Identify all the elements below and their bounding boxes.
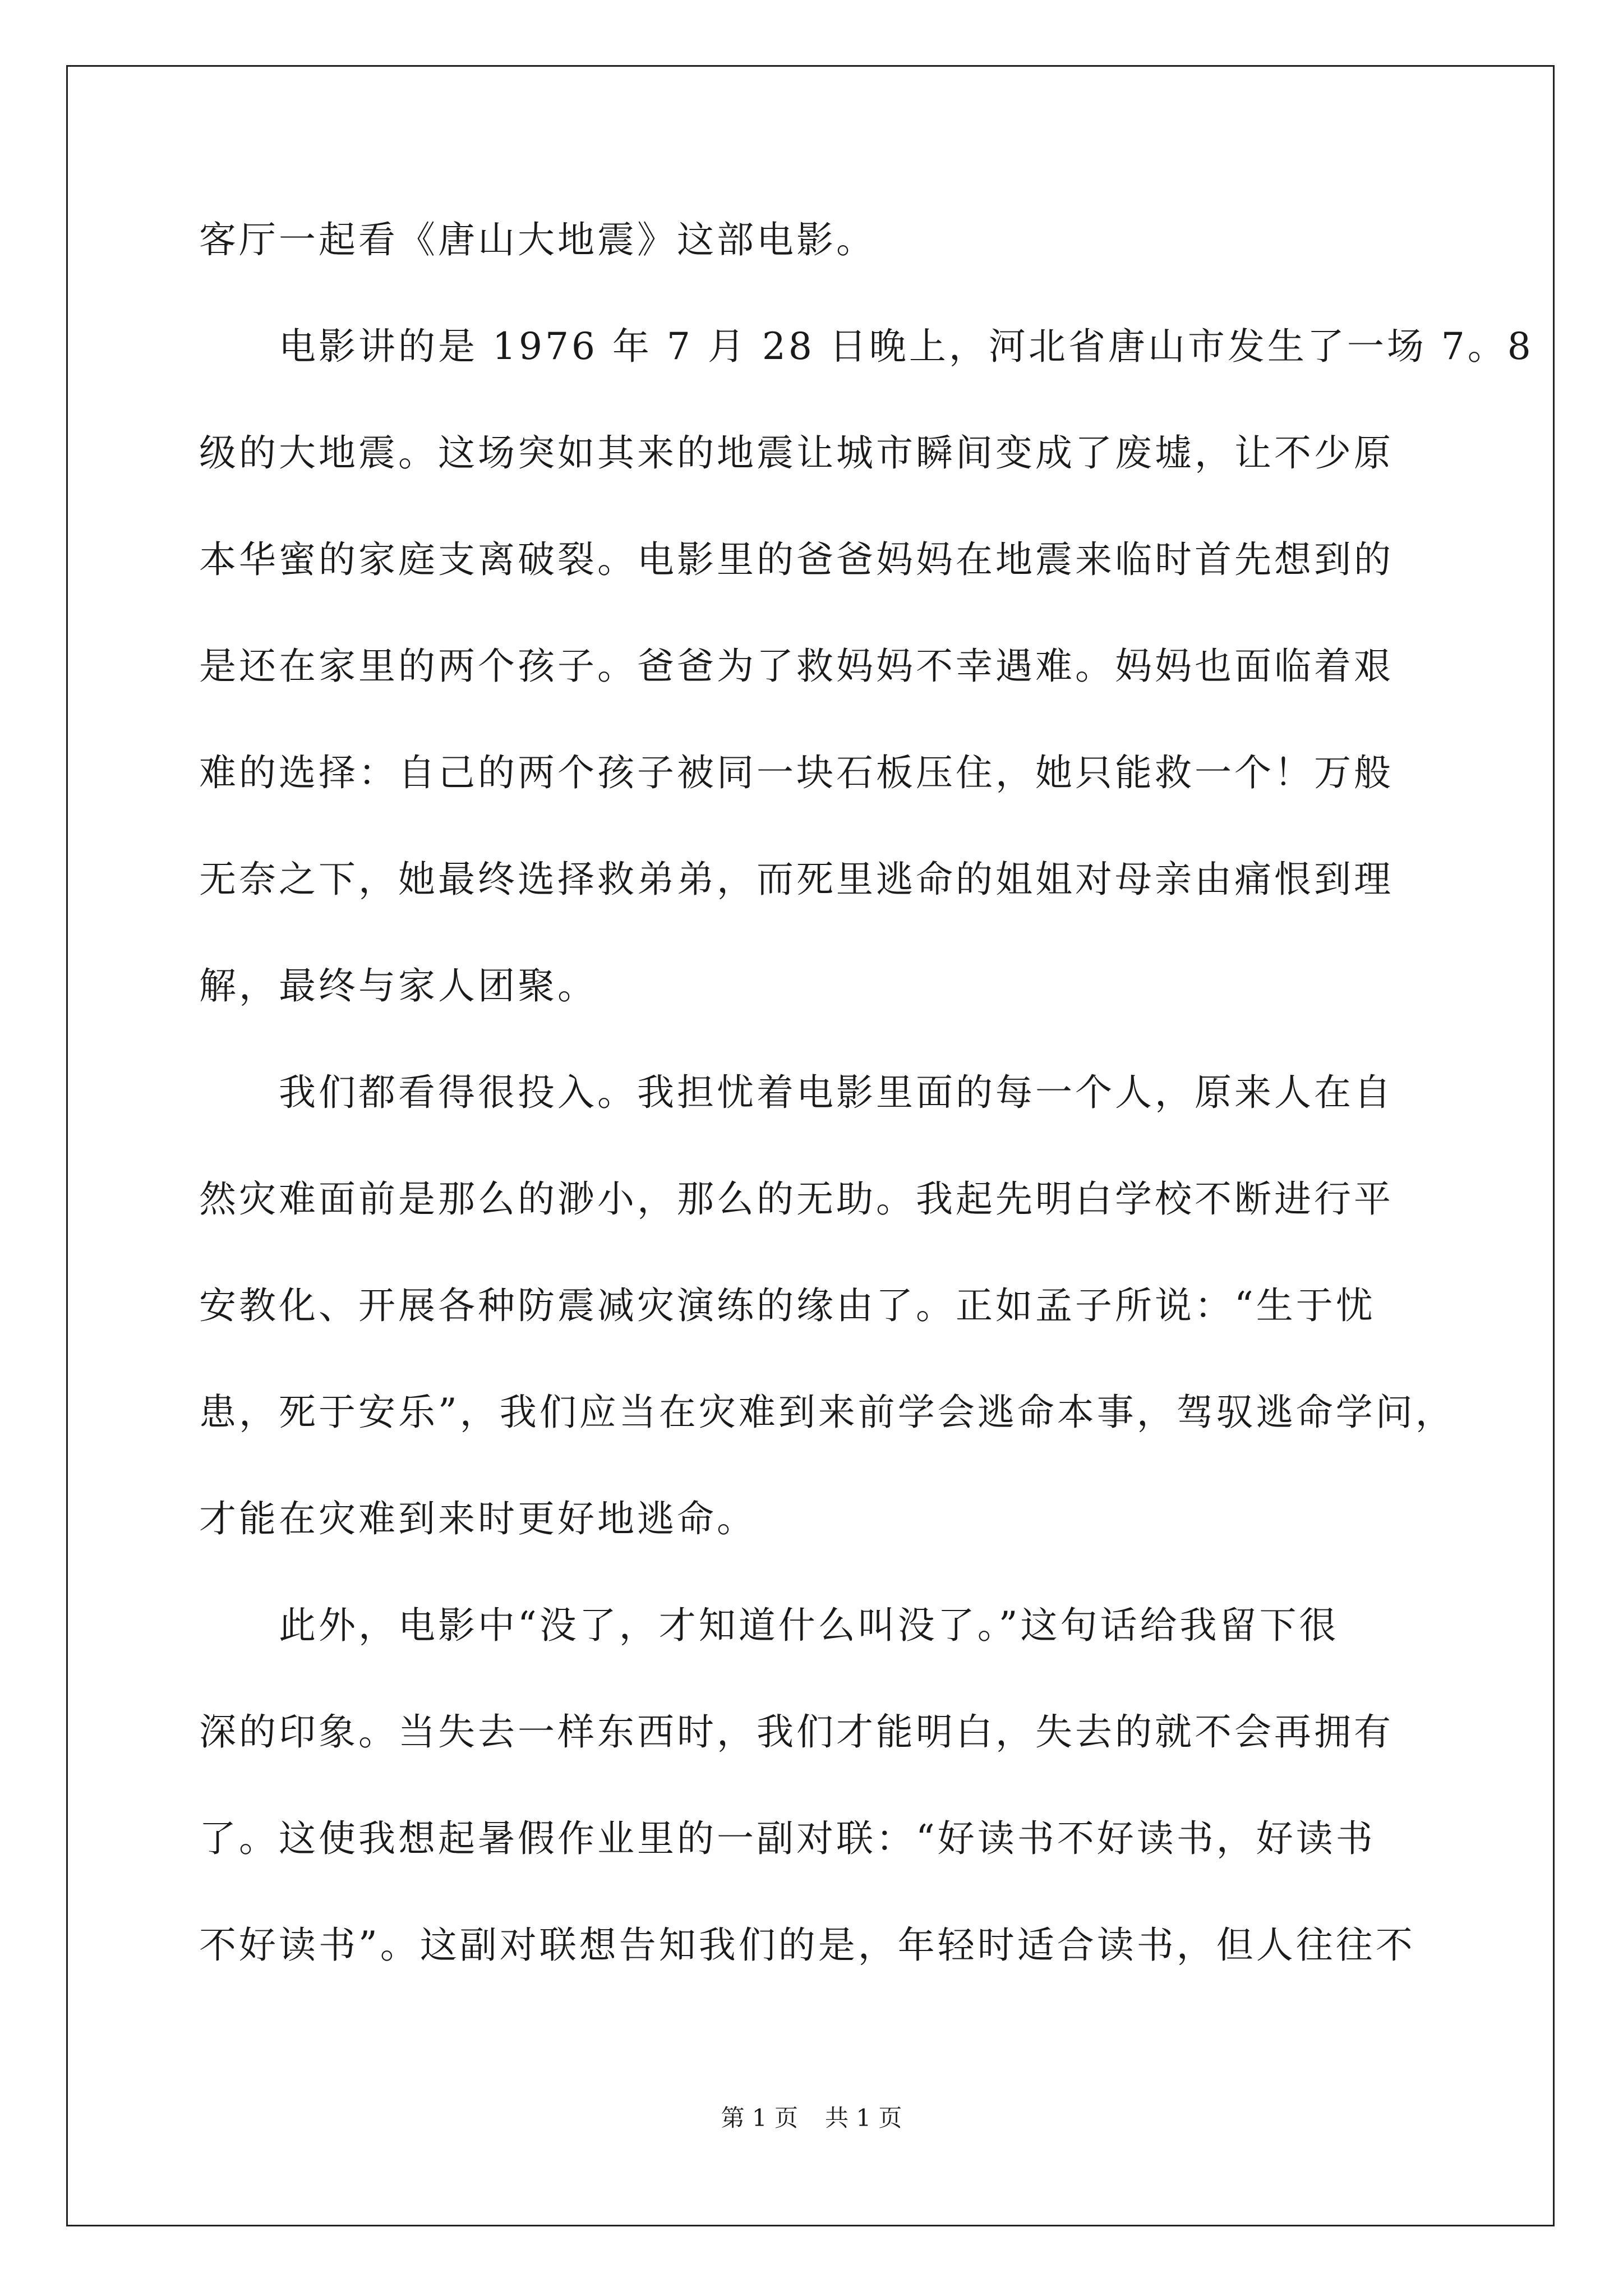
document-body [199, 187, 1534, 1999]
page-number: 第 1 页 [721, 2104, 798, 2132]
page-total: 共 1 页 [825, 2104, 902, 2132]
text-line: 了。这使我想起暑假作业里的一副对联：“好读书不好读书，好读书 [199, 1817, 1376, 1860]
text-line: 无奈之下，她最终选择救弟弟，而死里逃命的姐姐对母亲由痛恨到理 [199, 858, 1394, 901]
text-line: 此外，电影中“没了，才知道什么叫没了。”这句话给我留下很 [279, 1604, 1339, 1647]
text-line: 难的选择：自己的两个孩子被同一块石板压住，她只能救一个！万般 [199, 751, 1394, 794]
text-line: 是还在家里的两个孩子。爸爸为了救妈妈不幸遇难。妈妈也面临着艰 [199, 645, 1394, 688]
text-line: 级的大地震。这场突如其来的地震让城市瞬间变成了废墟，让不少原 [199, 431, 1394, 475]
text-line: 安教化、开展各种防震减灾演练的缘由了。正如孟子所说：“生于忧 [199, 1284, 1376, 1327]
text-line: 我们都看得很投入。我担忧着电影里面的每一个人，原来人在自 [279, 1071, 1394, 1114]
text-line: 电影讲的是 1976 年 7 月 28 日晚上，河北省唐山市发生了一场 7。8 [279, 325, 1534, 368]
text-line: 深的印象。当失去一样东西时，我们才能明白，失去的就不会再拥有 [199, 1710, 1394, 1754]
text-line: 不好读书”。这副对联想告知我们的是，年轻时适合读书，但人往往不 [199, 1924, 1415, 1967]
text-line: 患，死于安乐”，我们应当在灾难到来前学会逃命本事，驾驭逃命学问， [199, 1391, 1455, 1434]
text-line: 解，最终与家人团聚。 [199, 964, 597, 1007]
text-line: 本华蜜的家庭支离破裂。电影里的爸爸妈妈在地震来临时首先想到的 [199, 538, 1394, 581]
page-footer [0, 2101, 1623, 2135]
text-line: 才能在灾难到来时更好地逃命。 [199, 1497, 757, 1540]
text-line: 客厅一起看《唐山大地震》这部电影。 [199, 218, 876, 261]
text-line: 然灾难面前是那么的渺小，那么的无助。我起先明白学校不断进行平 [199, 1177, 1394, 1221]
